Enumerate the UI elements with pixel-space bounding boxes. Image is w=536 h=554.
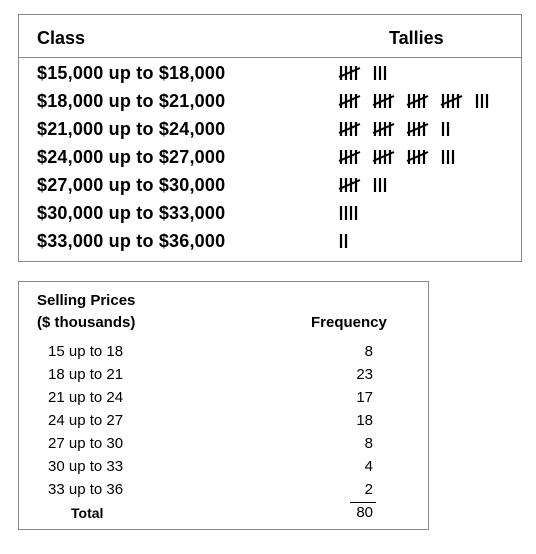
price-range: 24 up to 27 <box>48 412 124 429</box>
tally-marks <box>341 64 521 82</box>
price-range: 21 up to 24 <box>48 389 124 406</box>
price-range: 18 up to 21 <box>48 366 124 383</box>
tally-group-five <box>373 94 394 108</box>
tally-group-five <box>441 94 462 108</box>
frequency-value: 4 <box>364 458 373 475</box>
tally-remainder <box>443 150 453 164</box>
tally-group-five <box>373 150 394 164</box>
tally-group-five <box>339 66 360 80</box>
price-range: 15 up to 18 <box>48 343 124 360</box>
frequency-row <box>19 386 428 409</box>
frequency-row <box>19 340 428 363</box>
frequency-row <box>19 432 428 455</box>
tally-row <box>19 59 521 87</box>
tally-remainder <box>477 94 487 108</box>
tally-marks <box>341 92 521 110</box>
class-range: $27,000 up to $30,000 <box>37 175 226 195</box>
tally-row <box>19 227 521 255</box>
frequency-table <box>18 281 429 530</box>
frequency-row <box>19 455 428 478</box>
frequency-value: 18 <box>356 412 373 429</box>
tally-table <box>18 14 522 262</box>
tally-marks <box>341 232 521 250</box>
tally-remainder <box>375 66 385 80</box>
tally-group-five <box>339 94 360 108</box>
tally-marks <box>341 176 521 194</box>
header-divider <box>19 57 521 58</box>
frequency-row <box>19 478 428 501</box>
total-label: Total <box>71 505 104 521</box>
total-value: 80 <box>356 504 373 521</box>
tally-row <box>19 143 521 171</box>
frequency-value: 2 <box>364 481 373 498</box>
tally-marks <box>341 148 521 166</box>
frequency-value: 23 <box>356 366 373 383</box>
tally-group-five <box>339 178 360 192</box>
tally-remainder <box>341 206 356 220</box>
class-range: $21,000 up to $24,000 <box>37 119 226 139</box>
frequency-row <box>19 409 428 432</box>
tally-row <box>19 87 521 115</box>
tally-remainder <box>443 122 448 136</box>
frequency-header: Frequency <box>311 314 387 331</box>
tally-remainder <box>341 234 346 248</box>
tally-row <box>19 199 521 227</box>
frequency-value: 17 <box>356 389 373 406</box>
tally-group-five <box>339 122 360 136</box>
class-range: $33,000 up to $36,000 <box>37 231 226 251</box>
class-range: $24,000 up to $27,000 <box>37 147 226 167</box>
tally-group-five <box>373 122 394 136</box>
selling-prices-header: Selling Prices <box>37 292 136 309</box>
tally-group-five <box>407 94 428 108</box>
tally-remainder <box>375 178 385 192</box>
total-rule <box>350 502 376 503</box>
tally-group-five <box>407 150 428 164</box>
thousands-header: ($ thousands) <box>37 314 136 331</box>
frequency-value: 8 <box>364 435 373 452</box>
price-range: 33 up to 36 <box>48 481 124 498</box>
tally-group-five <box>407 122 428 136</box>
tally-row <box>19 171 521 199</box>
frequency-row <box>19 363 428 386</box>
tally-marks <box>341 120 521 138</box>
price-range: 30 up to 33 <box>48 458 124 475</box>
class-range: $18,000 up to $21,000 <box>37 91 226 111</box>
tally-row <box>19 115 521 143</box>
price-range: 27 up to 30 <box>48 435 124 452</box>
class-range: $15,000 up to $18,000 <box>37 63 226 83</box>
frequency-value: 8 <box>364 343 373 360</box>
class-header: Class <box>37 28 86 48</box>
tally-group-five <box>339 150 360 164</box>
tallies-header: Tallies <box>389 28 444 48</box>
class-range: $30,000 up to $33,000 <box>37 203 226 223</box>
tally-marks <box>341 204 521 222</box>
